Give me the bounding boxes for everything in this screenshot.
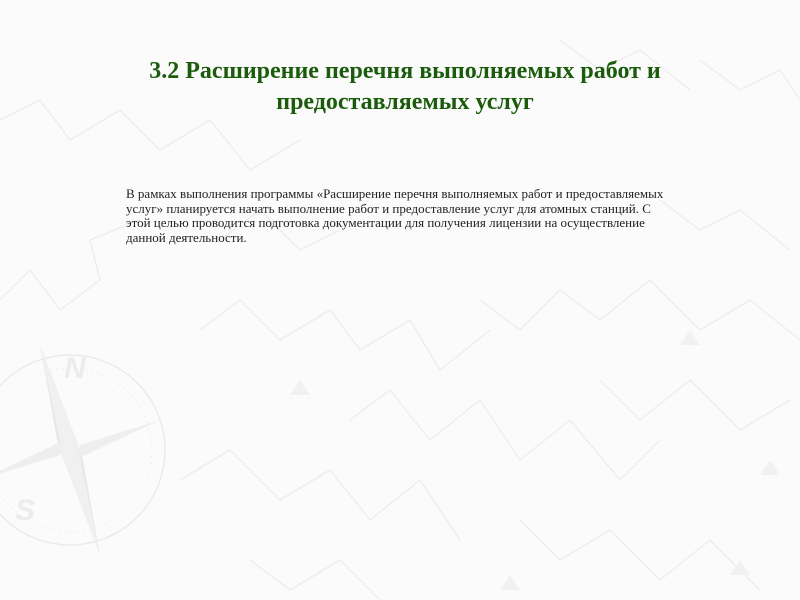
slide-title: 3.2 Расширение перечня выполняемых работ и предоставляемых услуг (149, 58, 661, 115)
compass-south-letter: S (15, 494, 36, 527)
slide-body-text: В рамках выполнения программы «Расширение перечня выполняемых работ и предоставляемых услуг» планируется начать выполнение работ и предоставление услуг для атомных станций. С этой целью проводится подготовка документации для получения лицензии на осуществление данной деятельности. (126, 186, 664, 245)
compass-north-letter: N (64, 352, 86, 385)
compass-rose-icon (0, 345, 165, 555)
